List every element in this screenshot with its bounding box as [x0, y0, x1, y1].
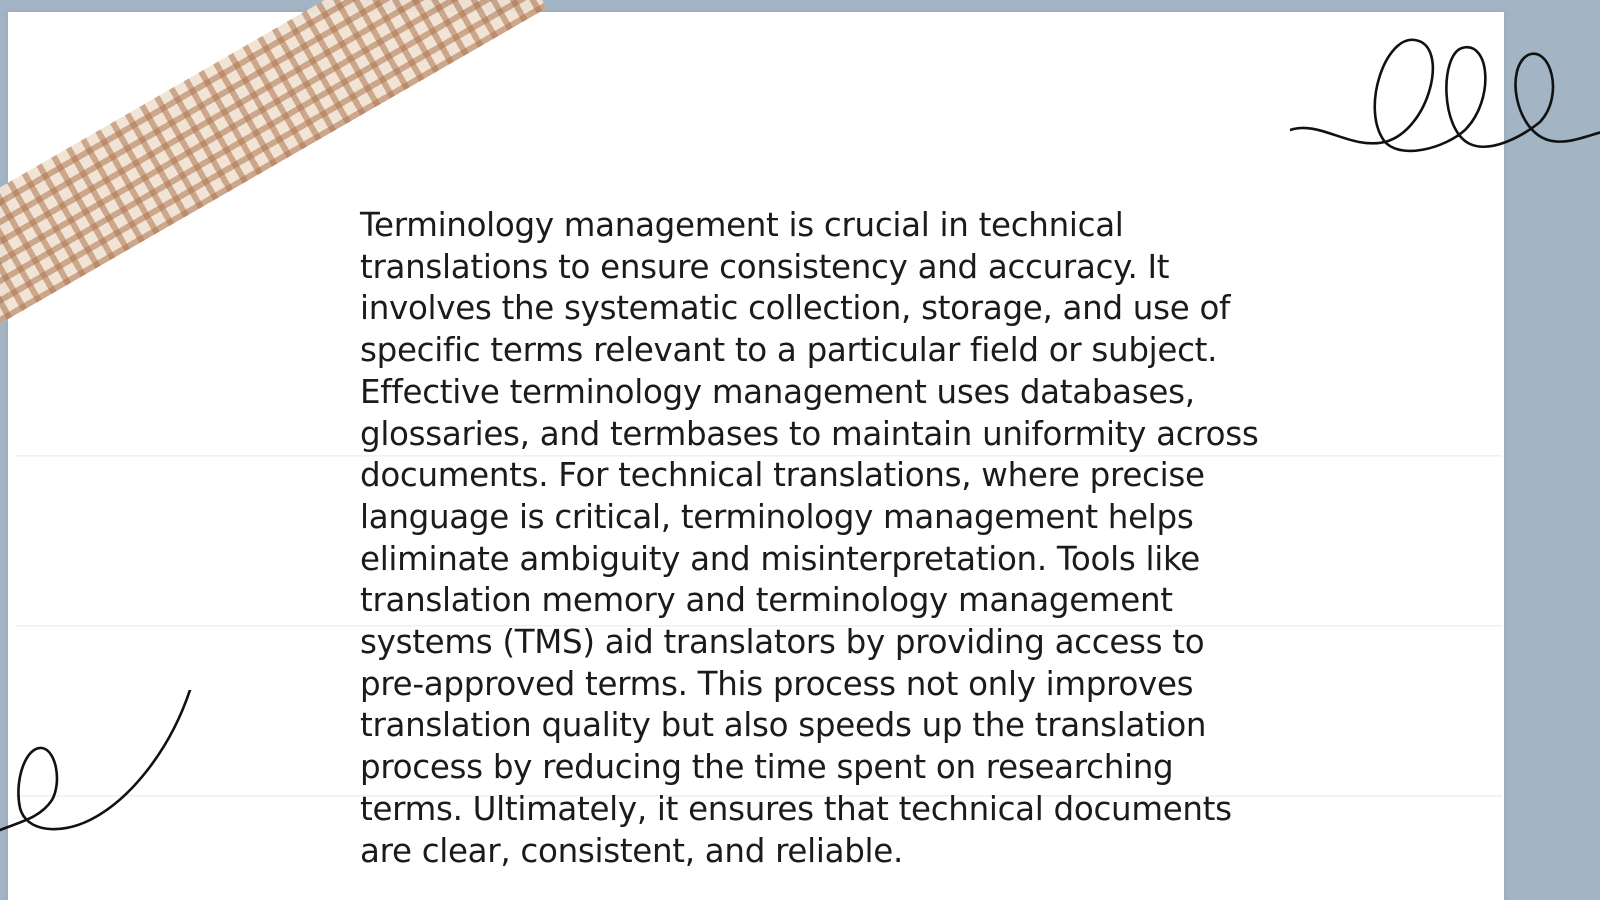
- body-paragraph: Terminology management is crucial in technical translations to ensure consistency and accuracy. It involves the systematic collection, storage, and use of specific terms relevant to a particular field or subject. Effective terminology management uses databases, glossaries, and termbases to maintain uniformity across documents. For technical translations, where precise language is critical, terminology management helps eliminate ambiguity and misinterpretation. Tools like translation memory and terminology management systems (TMS) aid translators by providing access to pre-approved terms. This process not only improves translation quality but also speeds up the translation process by reducing the time spent on researching terms. Ultimately, it ensures that technical documents are clear, consistent, and reliable.: [360, 206, 1259, 870]
- loop-squiggle-icon: [1290, 30, 1600, 170]
- loop-squiggle-icon: [0, 690, 200, 850]
